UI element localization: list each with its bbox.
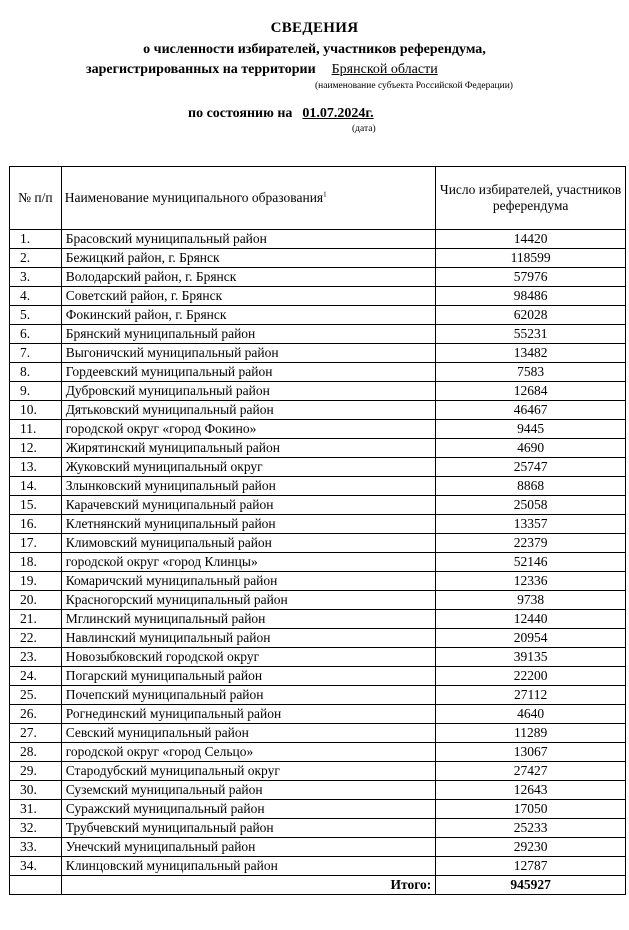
row-value: 22379	[436, 534, 626, 553]
row-name: Рогнединский муниципальный район	[61, 705, 436, 724]
row-value: 14420	[436, 230, 626, 249]
row-name: Суражский муниципальный район	[61, 800, 436, 819]
row-value: 12643	[436, 781, 626, 800]
row-value: 118599	[436, 249, 626, 268]
table-row	[10, 268, 626, 287]
row-num: 22.	[10, 629, 62, 648]
row-name: Фокинский район, г. Брянск	[61, 306, 436, 325]
row-num: 9.	[10, 382, 62, 401]
row-name: Комаричский муниципальный район	[61, 572, 436, 591]
table-row	[10, 648, 626, 667]
row-value: 12440	[436, 610, 626, 629]
table-row	[10, 819, 626, 838]
row-value: 57976	[436, 268, 626, 287]
row-num: 4.	[10, 287, 62, 306]
table-row	[10, 629, 626, 648]
header-name-footnote: 1	[323, 190, 327, 199]
table-row	[10, 401, 626, 420]
row-num: 17.	[10, 534, 62, 553]
row-num: 6.	[10, 325, 62, 344]
row-num: 31.	[10, 800, 62, 819]
row-name: Карачевский муниципальный район	[61, 496, 436, 515]
row-name: Брасовский муниципальный район	[61, 230, 436, 249]
row-value: 20954	[436, 629, 626, 648]
row-num: 14.	[10, 477, 62, 496]
row-num: 5.	[10, 306, 62, 325]
asof-label: по состоянию на	[188, 106, 293, 121]
table-row	[10, 306, 626, 325]
header-num: № п/п	[10, 167, 62, 230]
table-row	[10, 287, 626, 306]
row-value: 98486	[436, 287, 626, 306]
row-value: 11289	[436, 724, 626, 743]
row-name: Злынковский муниципальный район	[61, 477, 436, 496]
table-row	[10, 344, 626, 363]
row-num: 7.	[10, 344, 62, 363]
row-value: 27427	[436, 762, 626, 781]
row-name: Трубчевский муниципальный район	[61, 819, 436, 838]
row-name: Новозыбковский городской округ	[61, 648, 436, 667]
row-name: Мглинский муниципальный район	[61, 610, 436, 629]
row-value: 25058	[436, 496, 626, 515]
table-row	[10, 857, 626, 876]
table-row	[10, 382, 626, 401]
row-value: 12787	[436, 857, 626, 876]
row-value: 25233	[436, 819, 626, 838]
header-value: Число избирателей, участников референдума	[436, 167, 626, 230]
table-row	[10, 325, 626, 344]
row-name: Климовский муниципальный район	[61, 534, 436, 553]
row-num: 1.	[10, 230, 62, 249]
row-num: 13.	[10, 458, 62, 477]
row-value: 12336	[436, 572, 626, 591]
row-num: 19.	[10, 572, 62, 591]
table-row	[10, 553, 626, 572]
row-num: 27.	[10, 724, 62, 743]
row-value: 9738	[436, 591, 626, 610]
row-value: 8868	[436, 477, 626, 496]
row-num: 29.	[10, 762, 62, 781]
row-name: Почепский муниципальный район	[61, 686, 436, 705]
total-empty-cell	[10, 876, 62, 895]
document-subtitle: о численности избирателей, участников референдума,	[143, 42, 486, 57]
voters-table	[9, 166, 626, 895]
row-value: 7583	[436, 363, 626, 382]
row-num: 10.	[10, 401, 62, 420]
row-name: Жирятинский муниципальный район	[61, 439, 436, 458]
row-value: 22200	[436, 667, 626, 686]
row-value: 4690	[436, 439, 626, 458]
table-row	[10, 439, 626, 458]
row-name: Севский муниципальный район	[61, 724, 436, 743]
total-value: 945927	[436, 876, 626, 895]
row-name: Дятьковский муниципальный район	[61, 401, 436, 420]
row-num: 23.	[10, 648, 62, 667]
row-name: городской округ «город Фокино»	[61, 420, 436, 439]
row-num: 34.	[10, 857, 62, 876]
table-row	[10, 496, 626, 515]
row-value: 55231	[436, 325, 626, 344]
row-num: 2.	[10, 249, 62, 268]
asof-line	[188, 106, 374, 122]
row-value: 13482	[436, 344, 626, 363]
row-num: 26.	[10, 705, 62, 724]
row-num: 3.	[10, 268, 62, 287]
row-name: Стародубский муниципальный округ	[61, 762, 436, 781]
table-row	[10, 610, 626, 629]
table-row	[10, 363, 626, 382]
row-num: 21.	[10, 610, 62, 629]
row-num: 12.	[10, 439, 62, 458]
document-title: СВЕДЕНИЯ	[270, 20, 359, 36]
row-name: Дубровский муниципальный район	[61, 382, 436, 401]
row-name: Бежицкий район, г. Брянск	[61, 249, 436, 268]
region-name: Брянской области	[331, 62, 438, 77]
table-row	[10, 515, 626, 534]
row-value: 52146	[436, 553, 626, 572]
row-num: 11.	[10, 420, 62, 439]
row-num: 15.	[10, 496, 62, 515]
table-row	[10, 743, 626, 762]
table-row	[10, 705, 626, 724]
row-num: 20.	[10, 591, 62, 610]
row-num: 33.	[10, 838, 62, 857]
table-header-row	[10, 167, 626, 230]
row-num: 18.	[10, 553, 62, 572]
table-row	[10, 838, 626, 857]
table-row	[10, 534, 626, 553]
table-row	[10, 724, 626, 743]
table-row	[10, 230, 626, 249]
row-name: Советский район, г. Брянск	[61, 287, 436, 306]
row-name: городской округ «город Сельцо»	[61, 743, 436, 762]
row-value: 4640	[436, 705, 626, 724]
table-row	[10, 420, 626, 439]
row-value: 39135	[436, 648, 626, 667]
row-name: Унечский муниципальный район	[61, 838, 436, 857]
row-name: Навлинский муниципальный район	[61, 629, 436, 648]
row-name: Клинцовский муниципальный район	[61, 857, 436, 876]
row-name: городской округ «город Клинцы»	[61, 553, 436, 572]
row-num: 32.	[10, 819, 62, 838]
table-row	[10, 572, 626, 591]
row-num: 30.	[10, 781, 62, 800]
territory-prefix: зарегистрированных на территории	[86, 62, 316, 77]
territory-line	[86, 62, 438, 78]
row-name: Клетнянский муниципальный район	[61, 515, 436, 534]
table-row	[10, 591, 626, 610]
row-name: Жуковский муниципальный округ	[61, 458, 436, 477]
table-row	[10, 762, 626, 781]
table-row	[10, 458, 626, 477]
row-num: 24.	[10, 667, 62, 686]
row-name: Суземский муниципальный район	[61, 781, 436, 800]
table-row	[10, 686, 626, 705]
row-value: 62028	[436, 306, 626, 325]
row-num: 25.	[10, 686, 62, 705]
row-name: Брянский муниципальный район	[61, 325, 436, 344]
row-value: 46467	[436, 401, 626, 420]
table-row	[10, 249, 626, 268]
row-value: 17050	[436, 800, 626, 819]
row-name: Выгоничский муниципальный район	[61, 344, 436, 363]
row-num: 28.	[10, 743, 62, 762]
total-row	[10, 876, 626, 895]
row-name: Гордеевский муниципальный район	[61, 363, 436, 382]
row-value: 27112	[436, 686, 626, 705]
row-value: 29230	[436, 838, 626, 857]
table-body	[10, 230, 626, 876]
table-row	[10, 667, 626, 686]
row-value: 13357	[436, 515, 626, 534]
table-row	[10, 781, 626, 800]
row-name: Володарский район, г. Брянск	[61, 268, 436, 287]
row-name: Красногорский муниципальный район	[61, 591, 436, 610]
total-label: Итого:	[61, 876, 436, 895]
report-date: 01.07.2024г.	[302, 106, 374, 121]
header-name-text: Наименование муниципального образования	[64, 190, 324, 205]
region-note: (наименование субъекта Российской Федерации)	[315, 81, 513, 91]
row-num: 16.	[10, 515, 62, 534]
row-value: 25747	[436, 458, 626, 477]
row-value: 12684	[436, 382, 626, 401]
row-name: Погарский муниципальный район	[61, 667, 436, 686]
row-num: 8.	[10, 363, 62, 382]
table-row	[10, 800, 626, 819]
row-value: 9445	[436, 420, 626, 439]
row-value: 13067	[436, 743, 626, 762]
table-row	[10, 477, 626, 496]
date-note: (дата)	[352, 124, 376, 134]
header-name	[61, 167, 436, 230]
